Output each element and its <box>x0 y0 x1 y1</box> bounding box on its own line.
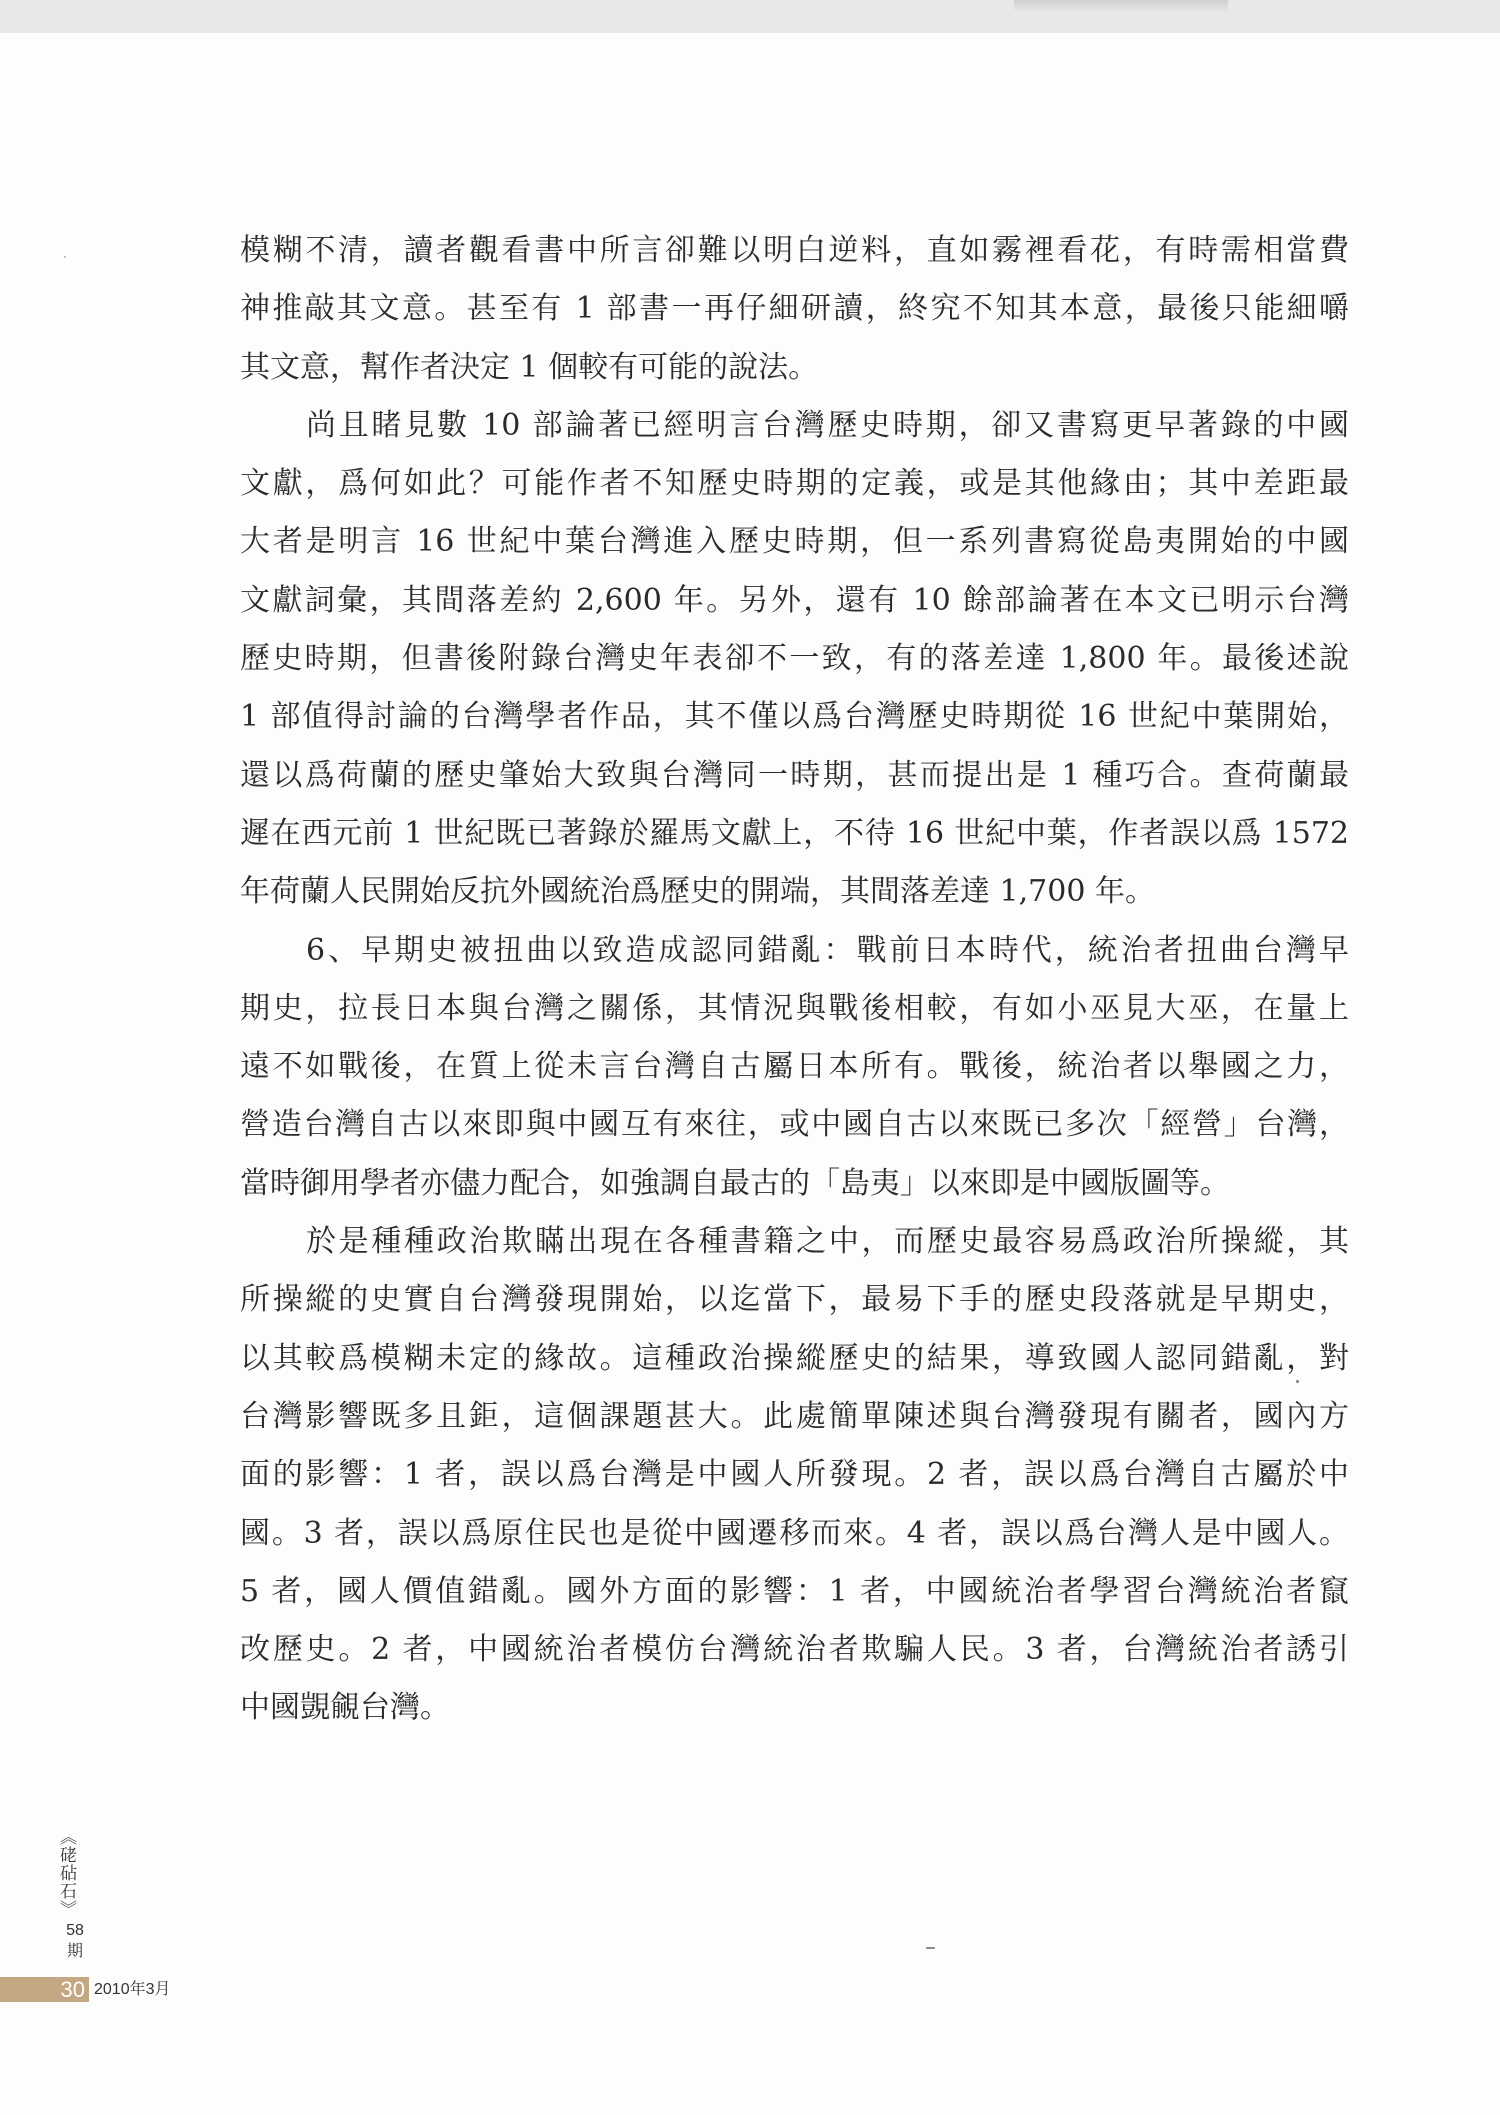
paragraph <box>240 397 1349 922</box>
paragraph <box>240 1213 1349 1738</box>
text-line: 於是種種政治欺瞞出現在各種書籍之中，而歷史最容易爲政治所操縱，其 <box>306 1224 1349 1260</box>
text-line: 遲在西元前 1 世紀既已著錄於羅馬文獻上，不待 16 世紀中葉，作者誤以爲 1572 <box>240 815 1349 851</box>
scan-top-shadow <box>1014 0 1228 12</box>
page-number: 30 <box>60 1977 85 2002</box>
scan-top-band <box>0 0 1500 33</box>
text-line: 6、早期史被扭曲以致造成認同錯亂：戰前日本時代，統治者扭曲台灣早 <box>306 932 1349 968</box>
text-line: 年荷蘭人民開始反抗外國統治爲歷史的開端，其間落差達 1,700 年。 <box>240 874 1155 910</box>
text-line: 模糊不清，讀者觀看書中所言卻難以明白逆料，直如霧裡看花，有時需相當費 <box>240 233 1349 268</box>
text-line: 1 部值得討論的台灣學者作品，其不僅以爲台灣歷史時期從 16 世紀中葉開始， <box>240 699 1349 735</box>
text-line: 所操縱的史實自台灣發現開始，以迄當下，最易下手的歷史段落就是早期史， <box>240 1282 1349 1318</box>
text-line: 文獻詞彙，其間落差約 2,600 年。另外，還有 10 餘部論著在本文已明示台灣 <box>240 582 1349 618</box>
text-line: 改歷史。2 者，中國統治者模仿台灣統治者欺騙人民。3 者，台灣統治者誘引 <box>240 1632 1349 1668</box>
text-line: 5 者，國人價值錯亂。國外方面的影響：1 者，中國統治者學習台灣統治者竄 <box>240 1573 1349 1609</box>
text-line: 大者是明言 16 世紀中葉台灣進入歷史時期，但一系列書寫從島夷開始的中國 <box>240 524 1349 560</box>
text-line: 面的影響：1 者，誤以爲台灣是中國人所發現。2 者，誤以爲台灣自古屬於中 <box>240 1457 1349 1493</box>
text-line: 遠不如戰後，在質上從未言台灣自古屬日本所有。戰後，統治者以舉國之力， <box>240 1049 1349 1085</box>
text-line: 歷史時期，但書後附錄台灣史年表卻不一致，有的落差達 1,800 年。最後述說 <box>240 641 1349 677</box>
text-line: 尚且睹見數 10 部論著已經明言台灣歷史時期，卻又書寫更早著錄的中國 <box>306 407 1349 443</box>
text-line: 台灣影響既多且鉅，這個課題甚大。此處簡單陳述與台灣發現有關者，國內方 <box>240 1398 1349 1434</box>
page-number-bar <box>0 1977 89 2002</box>
scan-speck <box>926 1947 935 1949</box>
issue-number: 58 <box>66 1922 84 1939</box>
text-line: 神推敲其文意。甚至有 1 部書一再仔細研讀，終究不知其本意，最後只能細嚼 <box>240 291 1349 327</box>
issue-date: 2010年3月 <box>94 1981 171 1998</box>
text-line: 還以爲荷蘭的歷史肇始大致與台灣同一時期，甚而提出是 1 種巧合。查荷蘭最 <box>240 757 1349 793</box>
paragraph <box>240 922 1349 1213</box>
text-line: 文獻，爲何如此？可能作者不知歷史時期的定義，或是其他緣由；其中差距最 <box>240 466 1349 502</box>
text-line: 以其較爲模糊未定的緣故。這種政治操縱歷史的結果，導致國人認同錯亂，對 <box>240 1340 1349 1376</box>
text-line: 中國覬覦台灣。 <box>240 1690 450 1726</box>
scan-speck <box>64 256 66 258</box>
text-line: 營造台灣自古以來即與中國互有來往，或中國自古以來既已多次「經營」台灣， <box>240 1107 1349 1143</box>
issue-suffix: 期 <box>66 1943 83 1960</box>
article-body <box>240 222 1349 1738</box>
text-line: 其文意，幫作者決定 1 個較有可能的說法。 <box>240 349 819 385</box>
paragraph <box>240 222 1349 397</box>
scan-speck <box>1296 1380 1299 1383</box>
text-line: 期史，拉長日本與台灣之關係，其情況與戰後相較，有如小巫見大巫，在量上 <box>240 990 1349 1026</box>
text-line: 當時御用學者亦儘力配合，如強調自最古的「島夷」以來即是中國版圖等。 <box>240 1165 1230 1201</box>
text-line: 國。3 者，誤以爲原住民也是從中國遷移而來。4 者，誤以爲台灣人是中國人。 <box>240 1515 1349 1551</box>
magazine-title: 《硓砧石》 <box>57 1828 76 1918</box>
